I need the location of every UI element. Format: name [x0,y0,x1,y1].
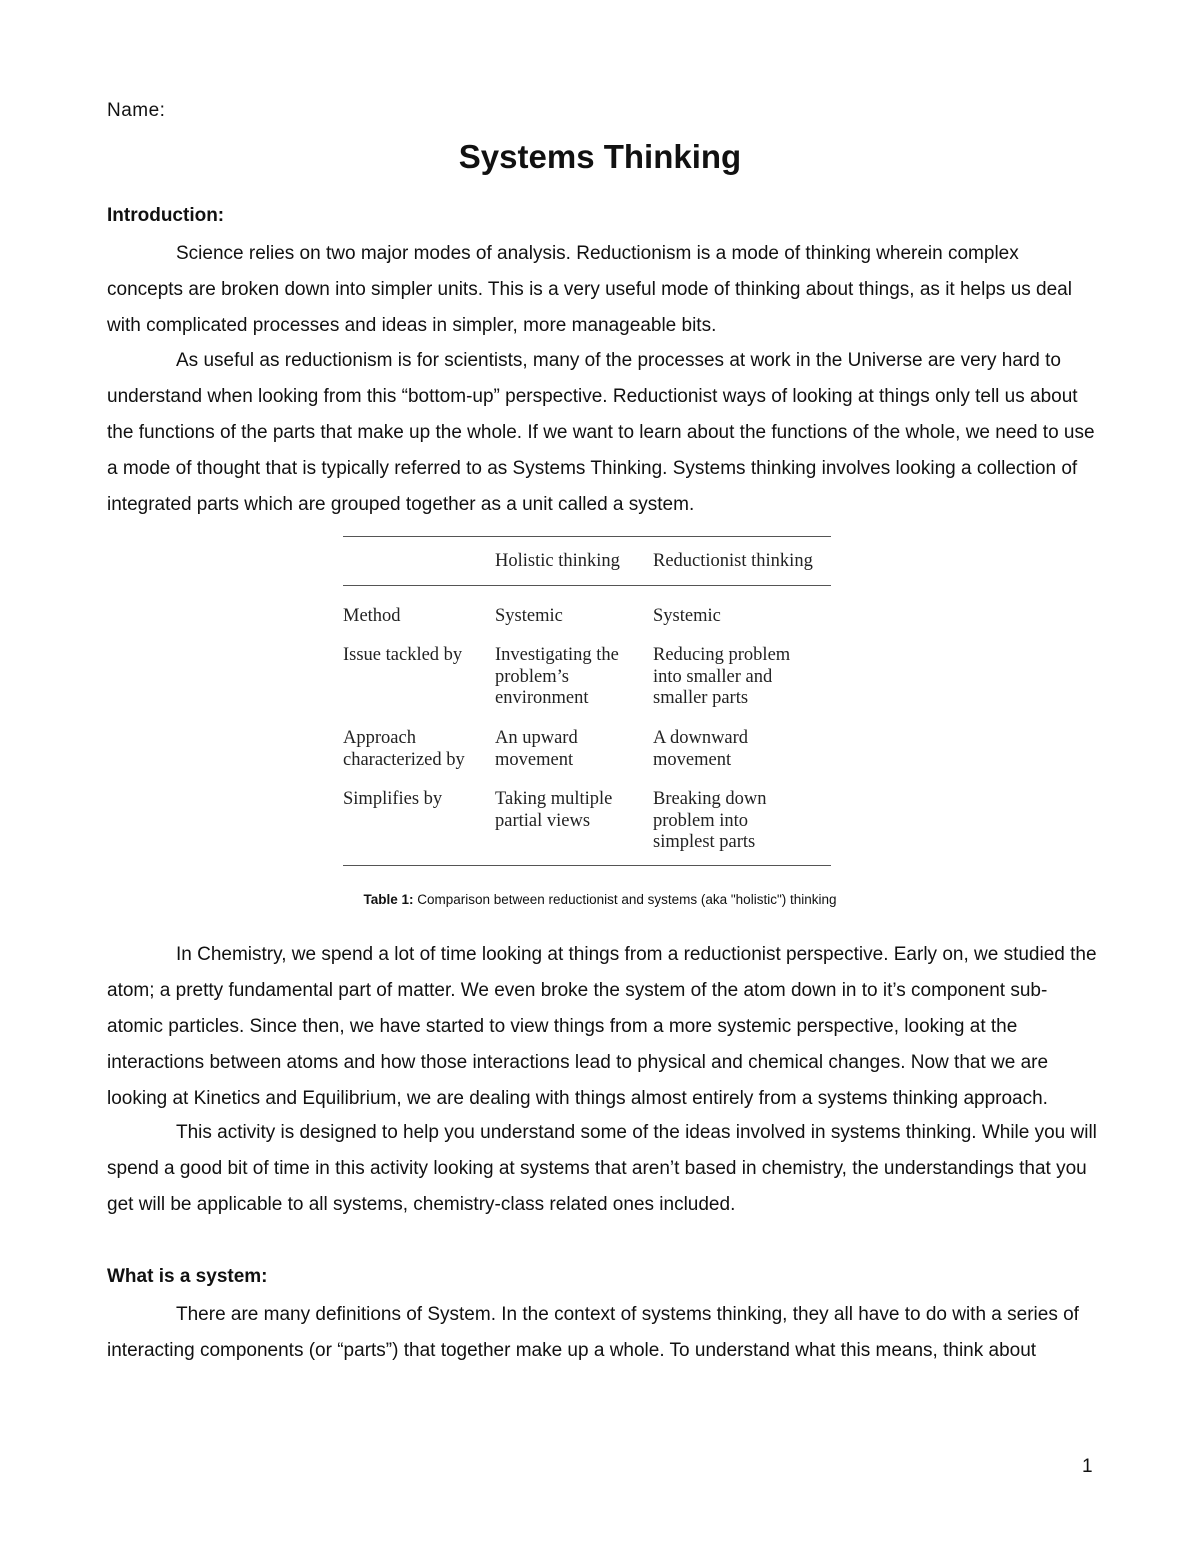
name-label: Name: [107,100,166,121]
table-bottom-rule [343,865,831,866]
table-row-label-method: Method [343,606,401,626]
introduction-heading: Introduction: [107,205,225,226]
page-title: Systems Thinking [458,138,742,175]
table-cell-method-holistic: Systemic [495,606,563,626]
table-caption [0,892,1200,907]
table-cell-simplifies-reductionist: Breaking down problem into simplest parts [653,789,767,852]
table-cell-method-reductionist: Systemic [653,606,721,626]
table-cell-issue-holistic: Investigating the problem’s environment [495,645,619,708]
table-cell-approach-reductionist: A downward movement [653,728,749,770]
table-cell-issue-reductionist: Reducing problem into smaller and smaller parts [653,645,791,708]
table-header-holistic: Holistic thinking [495,551,620,571]
table-row-label-issue: Issue tackled by [343,645,463,665]
body-paragraph-2: This activity is designed to help you understand some of the ideas involved in systems thinking. While you will spend a good bit of time in this activity looking at systems that aren’t based in chemistry, the understandings that you get will be applicable to all systems, chemistry-class related ones included. [107,1122,1097,1215]
table-header-reductionist: Reductionist thinking [653,551,813,571]
system-paragraph-1: There are many definitions of System. In the context of systems thinking, they all have to do with a series of interacting components (or “parts”) that together make up a whole. To understand what this means, think about [107,1304,1079,1361]
table-row-label-approach: Approach characterized by [343,728,465,770]
table-caption-label: Table 1: [363,892,414,907]
table-top-rule [343,536,831,537]
system-section-heading: What is a system: [107,1266,268,1287]
intro-paragraph-2: As useful as reductionism is for scientists, many of the processes at work in the Universe are very hard to understand when looking from this “bottom-up” perspective. Reductionist ways of looking at things only tell us about the functions of the parts that make up the whole. If we want to learn about the functions of the whole, we need to use a mode of thought that is typically referred to as Systems Thinking. Systems thinking involves looking a collection of integrated parts which are grouped together as a unit called a system. [107,350,1095,515]
table-cell-approach-holistic: An upward movement [495,728,578,770]
page-number: 1 [1082,1456,1093,1477]
table-caption-text: Comparison between reductionist and systems (aka "holistic") thinking [413,892,837,907]
table-header-rule [343,585,831,586]
table-cell-simplifies-holistic: Taking multiple partial views [495,789,613,831]
intro-paragraph-1: Science relies on two major modes of analysis. Reductionism is a mode of thinking wherein complex concepts are broken down into simpler units. This is a very useful mode of thinking about things, as it helps us deal with complicated processes and ideas in simpler, more manageable bits. [107,243,1072,336]
body-paragraph-1: In Chemistry, we spend a lot of time looking at things from a reductionist perspective. Early on, we studied the atom; a pretty fundamental part of matter. We even broke the system of the atom down in to it’s component sub-atomic particles. Since then, we have started to view things from a more systemic perspective, looking at the interactions between atoms and how those interactions lead to physical and chemical changes. Now that we are looking at Kinetics and Equilibrium, we are dealing with things almost entirely from a systems thinking approach. [107,944,1097,1109]
table-row-label-simplifies: Simplifies by [343,789,443,809]
